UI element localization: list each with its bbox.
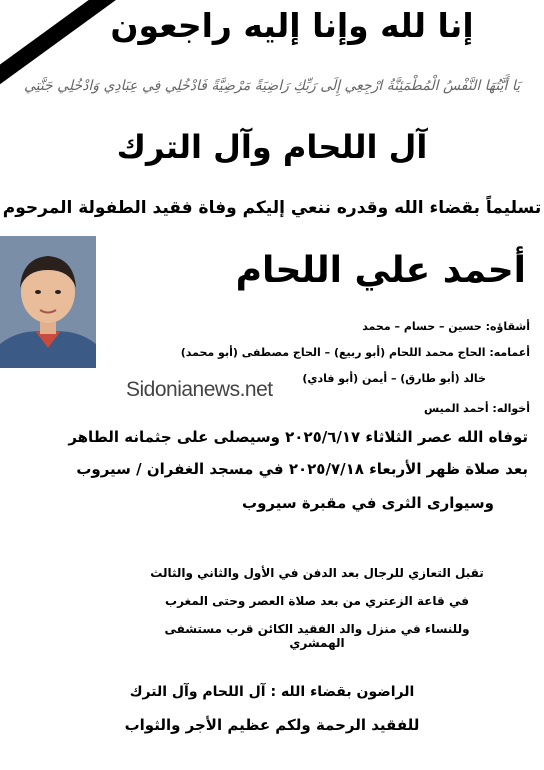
condolences-line-2: في قاعة الزعتري من بعد صلاة العصر وحتى المغرب bbox=[165, 594, 469, 608]
page-title: إنا لله وإنا إليه راجعون bbox=[110, 6, 474, 45]
siblings-line: أشقاؤه: حسين – حسام – محمد bbox=[362, 320, 530, 333]
deceased-name: أحمد علي اللحام bbox=[235, 250, 526, 291]
announcement-intro: تسليماً بقضاء الله وقدره ننعي إليكم وفاة فقيد الطفولة المرحوم bbox=[2, 198, 542, 218]
family-names-heading: آل اللحام وآل الترك bbox=[116, 128, 428, 166]
signed-by-line: الراضون بقضاء الله : آل اللحام وآل الترك bbox=[129, 684, 415, 700]
deceased-photo bbox=[0, 236, 96, 368]
watermark: Sidonianews.net bbox=[126, 378, 273, 401]
burial-line: وسيوارى الثرى في مقبرة سيروب bbox=[242, 494, 494, 512]
closing-line: للفقيد الرحمة ولكم عظيم الأجر والثواب bbox=[124, 716, 420, 734]
maternal-uncles-line: أخواله: أحمد الميس bbox=[424, 402, 530, 415]
quran-verse: يَا أَيَّتُهَا النَّفْسُ الْمُطْمَئِنَّةُ ارْجِعِي إِلَى رَبِّكِ رَاضِيَةً مَرْضِيَّةً فَادْخُلِي فِي عِبَادِي وَادْخُلِي جَنَّتِي bbox=[23, 78, 521, 94]
paternal-uncles-line-2: خالد (أبو طارق) – أيمن (أبو فادي) bbox=[302, 372, 486, 385]
paternal-uncles-line-1: أعمامه: الحاج محمد اللحام (أبو ربيع) – الحاج مصطفى (أبو محمد) bbox=[180, 346, 530, 359]
condolences-line-1: تقبل التعازي للرجال بعد الدفن في الأول والثاني والثالث bbox=[150, 566, 484, 580]
death-date-line: توفاه الله عصر الثلاثاء ٢٠٢٥/٦/١٧ وسيصلى على جثمانه الطاهر bbox=[68, 428, 528, 446]
funeral-prayer-line: بعد صلاة ظهر الأربعاء ٢٠٢٥/٧/١٨ في مسجد الغفران / سيروب bbox=[76, 460, 528, 478]
condolences-line-3: وللنساء في منزل والد الفقيد الكائن قرب مستشفى الهمشري bbox=[164, 622, 470, 650]
